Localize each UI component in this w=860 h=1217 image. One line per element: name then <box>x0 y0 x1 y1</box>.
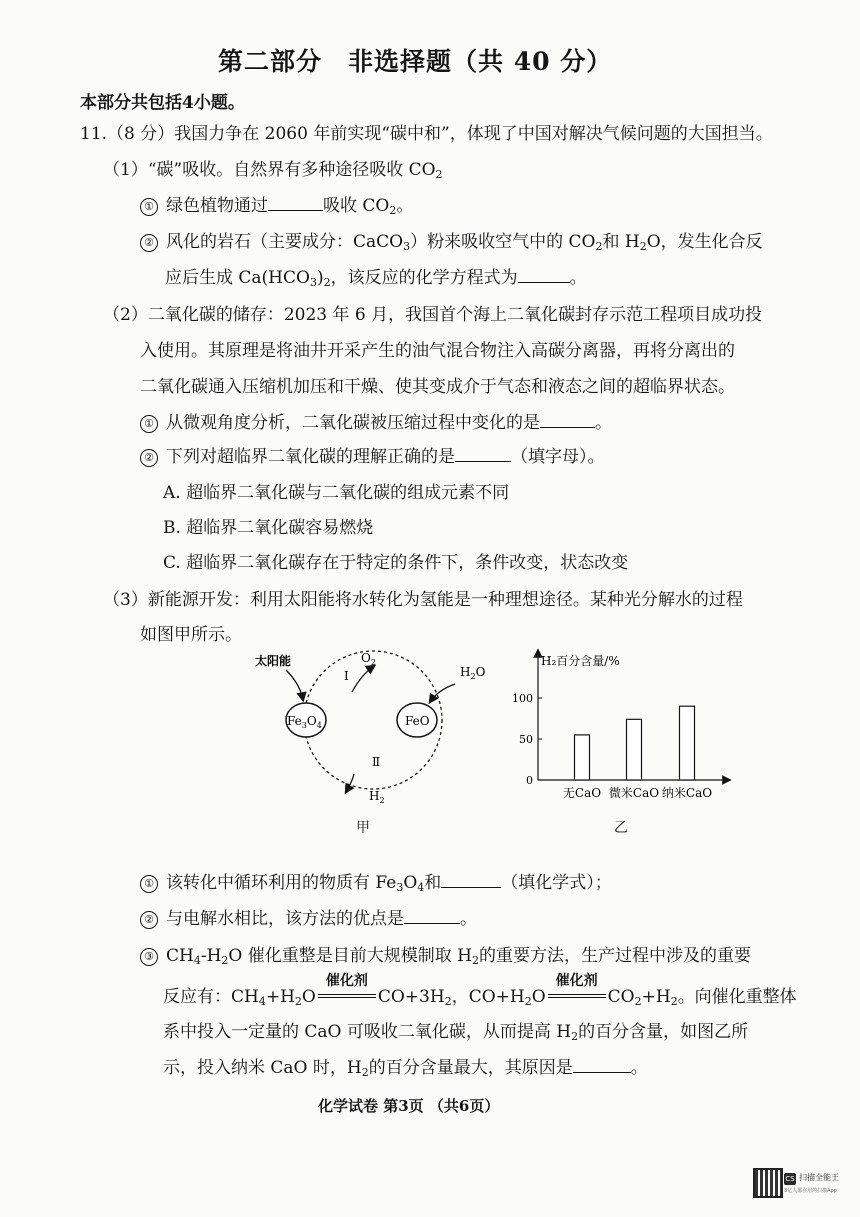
catalyst-condition: 催化剂 <box>318 984 376 1004</box>
h2o-label: $H_2O$ <box>460 665 486 681</box>
q11-part3-line1: （3）新能源开发：利用太阳能将水转化为氢能是一种理想途径。某种光分解水的过程 <box>103 590 743 610</box>
o2-label: $O_2$ <box>361 651 376 667</box>
q11-part2-item2: ② 下列对超临界二氧化碳的理解正确的是 （填字母）。 <box>140 447 605 467</box>
answer-blank[interactable] <box>404 909 460 924</box>
q11-part2-item1: ① 从微观角度分析，二氧化碳被压缩过程中变化的是 。 <box>140 413 612 433</box>
answer-blank[interactable] <box>540 413 595 428</box>
qr-code-icon <box>753 1168 783 1198</box>
q11-part3-item3-line3: 系中投入一定量的 CaO 可吸收二氧化碳，从而提高 $H_2$的百分含量，如图乙所 <box>163 1022 749 1043</box>
section-intro: 本部分共包括4小题。 <box>80 93 245 113</box>
solar-arrow <box>286 670 303 700</box>
q11-part1-item1: ① 绿色植物通过 吸收 $CO_2$。 <box>140 196 413 216</box>
bar-1 <box>575 735 590 780</box>
diagram-caption-jia: 甲 <box>356 820 370 836</box>
bar-2 <box>627 719 642 780</box>
q11-part3-item3: ③ $CH_4-H_2O$ 催化重整是目前大规模制取 $H_2$的重要方法，生产过程中涉及的重要 <box>140 946 751 966</box>
q11-part2-line2: 入使用。其原理是将油井开采产生的油气混合物注入高碳分离器，再将分离出的 <box>140 341 735 361</box>
bar-3 <box>680 706 695 780</box>
page-footer: 化学试卷 第3页 （共6页） <box>318 1097 500 1115</box>
x-tick-label: 纳米CaO <box>661 786 713 800</box>
o2-arrow <box>352 666 374 692</box>
q11-part2-line3: 二氧化碳通入压缩机加压和干燥、使其变成介于气态和液态之间的超临界状态。 <box>140 377 735 397</box>
q11-part1-item2: ② 风化的岩石（主要成分：CaCO$_3$）粉来吸收空气中的 $CO_2$和 $H_2O$，发生化合反 <box>140 232 763 252</box>
x-tick-label: 无CaO <box>562 786 602 800</box>
option-a: A. 超临界二氧化碳与二氧化碳的组成元素不同 <box>163 483 510 503</box>
h2-arrow <box>346 774 354 792</box>
q11-part3-item1: ① 该转化中循环利用的物质有 $Fe_3O_4$和 （填化学式）； <box>140 873 612 893</box>
option-b: B. 超临界二氧化碳容易燃烧 <box>163 518 374 538</box>
watermark-subtitle: 3亿人都在用的扫描App <box>784 1188 837 1194</box>
chart-caption-yi: 乙 <box>614 820 628 836</box>
q11-part3-line2: 如图甲所示。 <box>140 625 242 645</box>
answer-blank[interactable] <box>573 1058 631 1073</box>
circled-number: ② <box>140 449 158 467</box>
circled-number: ② <box>140 911 158 929</box>
q11-part2-line1: （2）二氧化碳的储存：2023 年 6 月，我国首个海上二氧化碳封存示范工程项目成功投 <box>103 305 763 325</box>
cycle-diagram-jia <box>255 651 500 832</box>
q11-part3-item3-equations: 反应有：$CH_4+H_2O$ 催化剂 $CO+3H_2$，$CO+H_2O$ 催化剂 $CO_2+H_2$。向催化重整体 <box>163 973 797 1008</box>
q11-part3-item2: ② 与电解水相比，该方法的优点是 。 <box>140 909 477 929</box>
question-11-stem: 11.（8 分）我国力争在 2060 年前实现“碳中和”，体现了中国对解决气候问题的大国担当。 <box>80 124 773 144</box>
circled-number: ① <box>140 415 158 433</box>
camscanner-logo-icon: CS <box>785 1175 795 1183</box>
watermark-name: 扫描全能王 <box>799 1173 839 1182</box>
option-c: C. 超临界二氧化碳存在于特定的条件下，条件改变，状态改变 <box>163 553 629 573</box>
circled-number: ① <box>140 875 158 893</box>
circled-number: ② <box>140 234 158 252</box>
answer-blank[interactable] <box>455 447 511 462</box>
solar-energy-label: 太阳能 <box>255 654 292 668</box>
x-tick-label: 微米CaO <box>608 786 660 800</box>
y-tick-label: 50 <box>519 733 533 746</box>
fe3o4-label: $Fe_3O_4$ <box>287 714 322 730</box>
page-title: 第二部分 非选择题（共 40 分） <box>218 47 613 76</box>
step-2-label: Ⅱ <box>372 755 381 769</box>
q11-part3-item3-line4: 示，投入纳米 CaO 时，$H_2$的百分含量最大，其原因是 。 <box>163 1058 648 1079</box>
q11-part1-item2-cont: 应后生成 $Ca(HCO_3)_2$，该反应的化学方程式为 。 <box>165 268 587 289</box>
circled-number: ③ <box>140 948 158 966</box>
y-axis-label: H₂百分含量/% <box>541 654 620 668</box>
bar-chart-yi <box>505 645 735 815</box>
answer-blank[interactable] <box>441 873 501 888</box>
y-tick-label: 100 <box>512 692 533 705</box>
circled-number: ① <box>140 198 158 216</box>
feo-label: FeO <box>405 714 430 728</box>
answer-blank[interactable] <box>268 196 323 211</box>
answer-blank[interactable] <box>518 268 570 283</box>
y-tick-label: 0 <box>526 774 533 787</box>
catalyst-condition: 催化剂 <box>548 984 606 1004</box>
step-1-label: Ⅰ <box>344 669 349 683</box>
q11-part1-heading: （1）“碳”吸收。自然界有多种途径吸收 $CO_2$ <box>103 160 443 181</box>
h2-label: $H_2$ <box>369 789 385 805</box>
